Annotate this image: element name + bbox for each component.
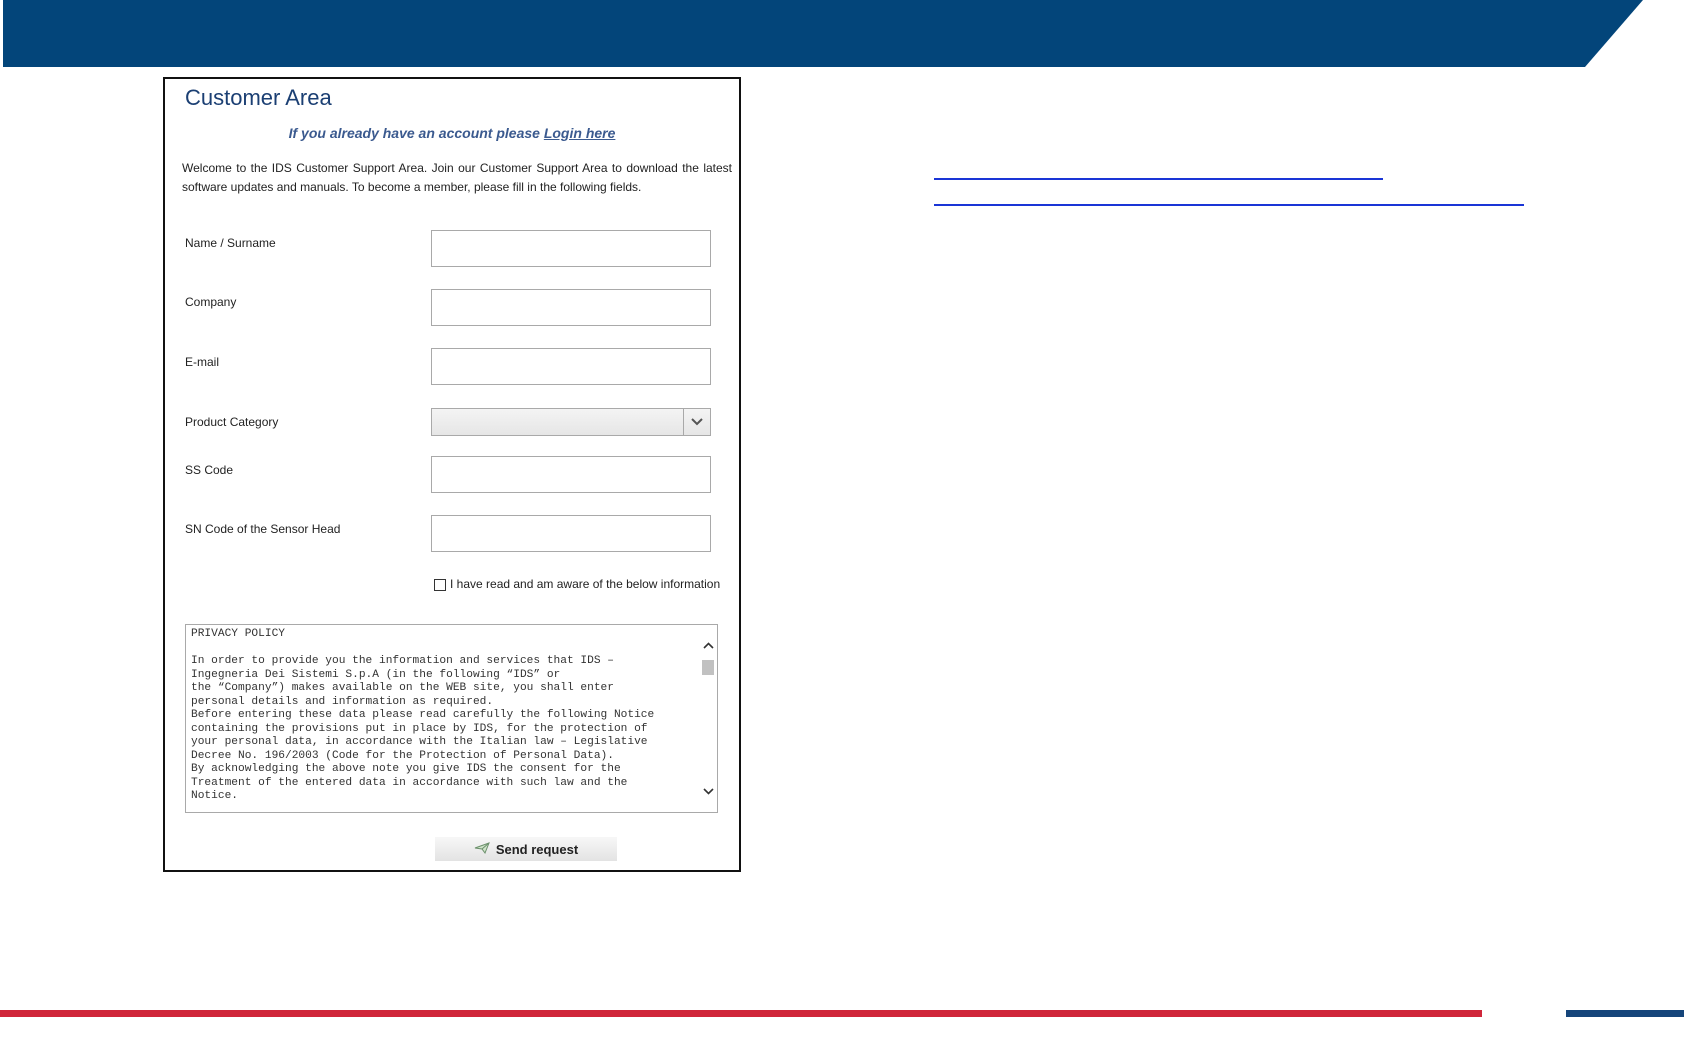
- company-label: Company: [185, 295, 237, 309]
- product-category-label: Product Category: [185, 415, 279, 429]
- page-title: Customer Area: [185, 85, 332, 110]
- chevron-down-icon[interactable]: [683, 409, 710, 435]
- send-request-button[interactable]: [435, 837, 617, 861]
- scroll-thumb[interactable]: [702, 660, 714, 675]
- product-category-select[interactable]: [431, 408, 711, 436]
- right-link-line-2[interactable]: [934, 204, 1524, 206]
- privacy-policy-text: PRIVACY POLICY In order to provide you the information and services that IDS – Ingegneria Dei Sistemi S.p.A (in the following “IDS” or the “Company”) makes available on the WEB site, you shall enter personal details and information as required. Before entering these data please read carefully the following Notice containing the provisions put in place by IDS, for the protection of your personal data, in accordance with the Italian law – Legislative Decree No. 196/2003 (Code for the Protection of Personal Data). By acknowledging the above note you give IDS the consent for the Treatment of the entered data in accordance with such law and the Notice.: [191, 628, 655, 802]
- sn-code-input[interactable]: [431, 515, 711, 552]
- ss-code-label: SS Code: [185, 463, 234, 477]
- customer-area-form: [163, 77, 741, 872]
- send-request-label: Send request: [495, 841, 579, 857]
- name-input[interactable]: [431, 230, 711, 267]
- footer-red-bar: [0, 1010, 1482, 1017]
- privacy-checkbox-label: I have read and am aware of the below information: [450, 577, 721, 591]
- intro-text: Welcome to the IDS Customer Support Area. Join our Customer Support Area to download the latest software updates and manuals. To become a member, please fill in the following fields.: [182, 161, 732, 194]
- ss-code-input[interactable]: [431, 456, 711, 493]
- policy-scrollbar[interactable]: [700, 625, 717, 812]
- privacy-policy-textarea[interactable]: [185, 624, 718, 813]
- email-label: E-mail: [185, 355, 220, 369]
- top-banner: [3, 0, 1643, 67]
- chevron-up-icon[interactable]: [700, 637, 717, 654]
- privacy-checkbox[interactable]: [434, 579, 446, 591]
- right-link-line-1[interactable]: [934, 178, 1383, 180]
- company-input[interactable]: [431, 289, 711, 326]
- sn-code-label: SN Code of the Sensor Head: [185, 522, 341, 536]
- login-link[interactable]: Login here: [543, 125, 616, 141]
- login-prompt: [165, 125, 739, 141]
- name-label: Name / Surname: [185, 236, 276, 250]
- paper-plane-icon: [474, 842, 490, 857]
- login-prompt-text: If you already have an account please: [288, 125, 544, 141]
- footer-blue-bar: [1566, 1010, 1684, 1017]
- chevron-down-icon[interactable]: [700, 783, 717, 800]
- email-input[interactable]: [431, 348, 711, 385]
